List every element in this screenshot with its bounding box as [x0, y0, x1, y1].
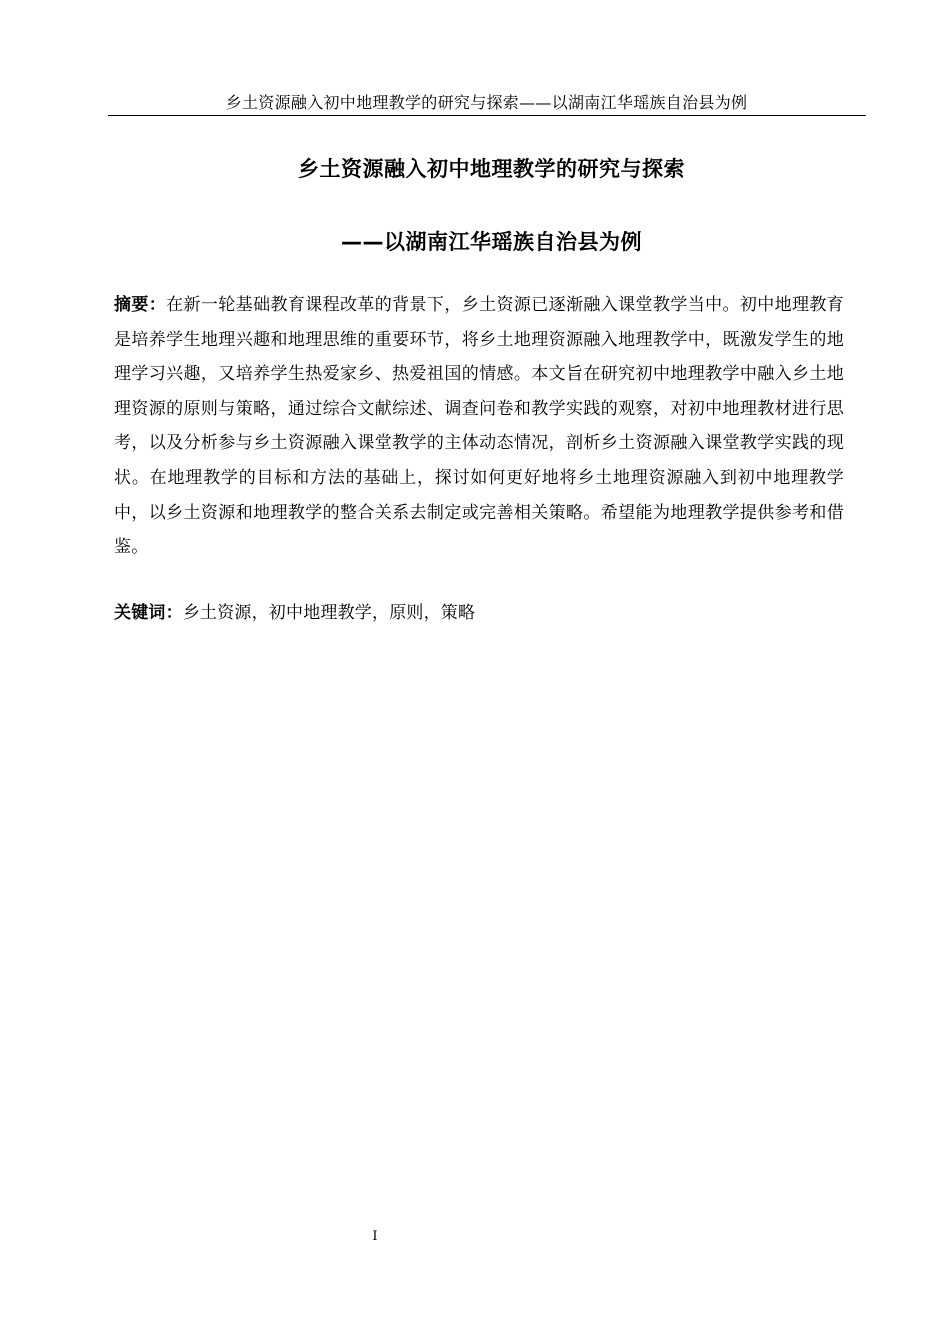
paper-title: 乡土资源融入初中地理教学的研究与探索: [298, 157, 685, 181]
paper-subtitle: ——以湖南江华瑶族自治县为例: [341, 230, 642, 254]
keywords-text: 乡土资源，初中地理教学，原则，策略: [182, 603, 476, 623]
abstract-text: 在新一轮基础教育课程改革的背景下，乡土资源已逐渐融入课堂教学当中。初中地理教育是培养学生地理兴趣和地理思维的重要环节，将乡土地理资源融入地理教学中，既激发学生的地理学习兴趣，又培养学生热爱家乡、热爱祖国的情感。本文旨在研究初中地理教学中融入乡土地理资源的原则与策略，通过综合文献综述、调查问卷和教学实践的观察，对初中地理教材进行思考，以及分析参与乡土资源融入课堂教学的主体动态情况，剖析乡土资源融入课堂教学实践的现状。在地理教学的目标和方法的基础上，探讨如何更好地将乡土地理资源融入到初中地理教学中，以乡土资源和地理教学的整合关系去制定或完善相关策略。希望能为地理教学提供参考和借鉴。: [114, 295, 844, 558]
keywords-label: 关键词：: [114, 603, 183, 623]
page-number: I: [372, 1229, 378, 1244]
header-divider: [108, 115, 866, 116]
running-header: 乡土资源融入初中地理教学的研究与探索——以湖南江华瑶族自治县为例: [225, 93, 748, 112]
abstract-paragraph: [114, 288, 844, 565]
keywords-line: [114, 598, 844, 628]
abstract-label: 摘要：: [114, 295, 167, 315]
